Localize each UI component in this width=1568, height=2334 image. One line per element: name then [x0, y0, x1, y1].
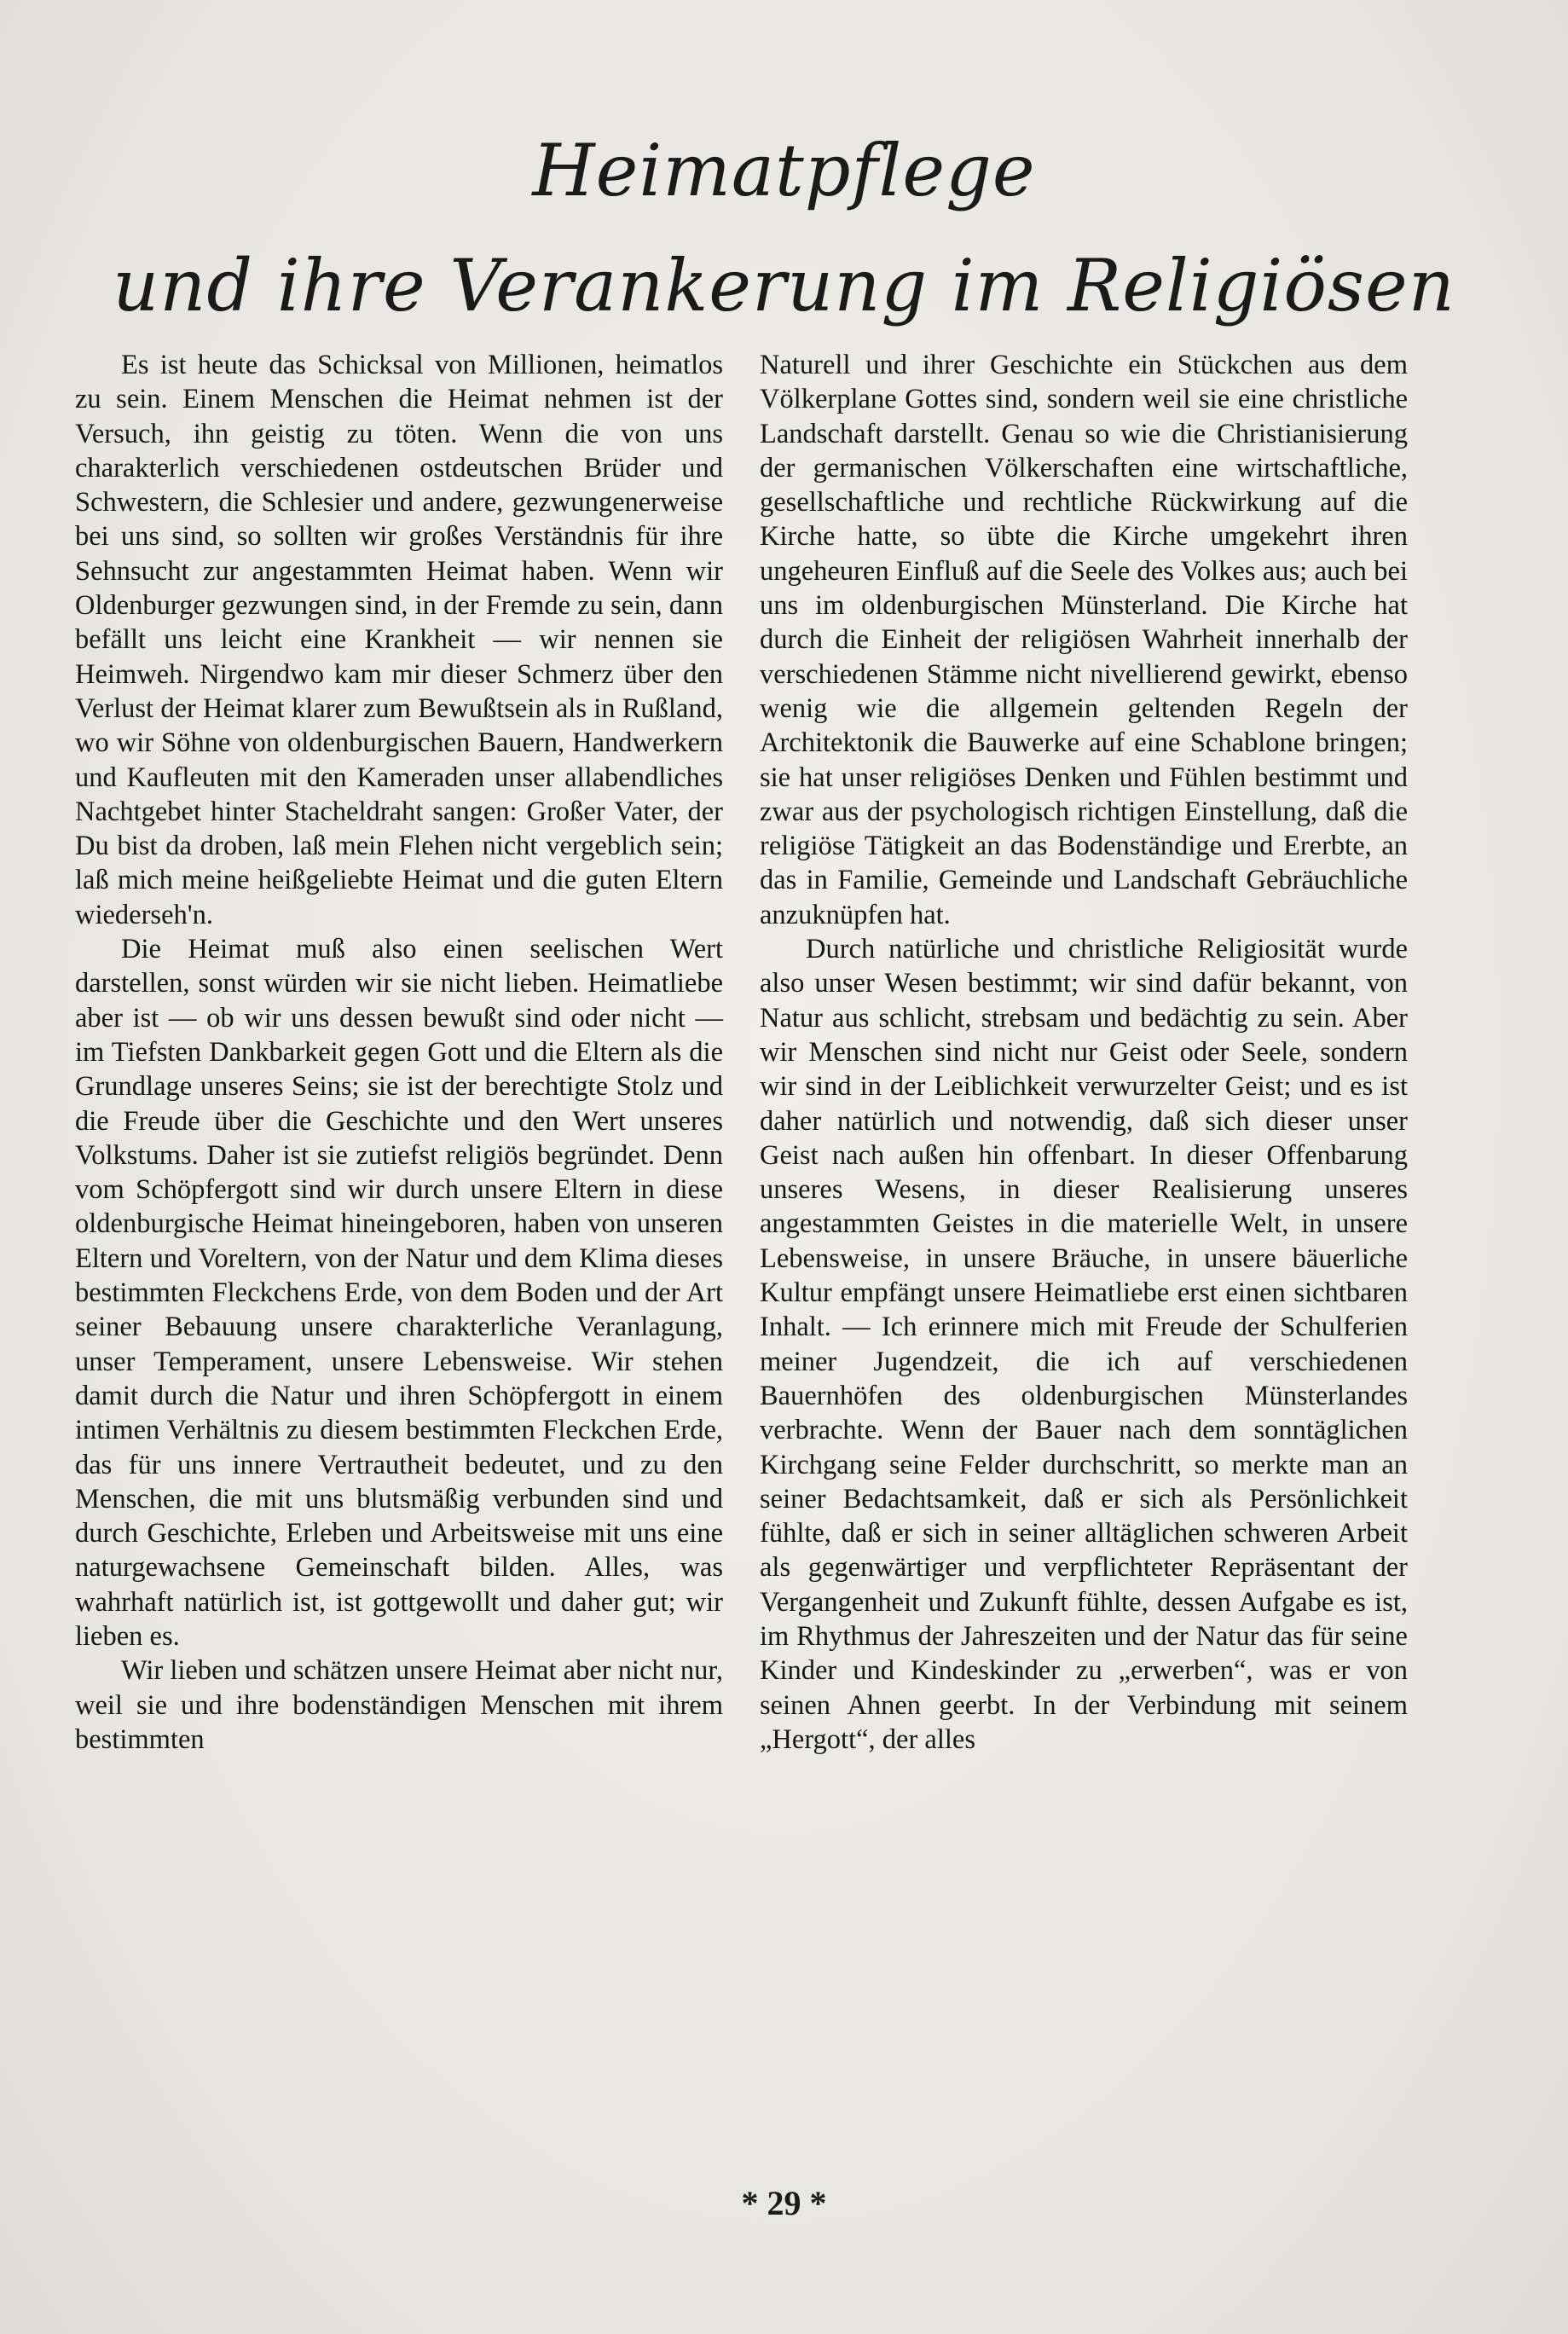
left-paragraph-2: Die Heimat muß also einen seelischen Wert darstellen, sonst würden wir sie nicht lieben. Heimatliebe aber ist — ob wir uns dessen bewußt sind oder nicht — im Tiefsten Dankbarkeit gegen Gott und die Eltern als die Grundlage unseres Seins; sie ist der berechtigte Stolz und die Freude über die Geschichte und den Wert unseres Volkstums. Daher ist sie zutiefst religiös begründet. Denn vom Schöpfergott sind wir durch unsere Eltern in diese oldenburgische Heimat hineingeboren, haben von unseren Eltern und Voreltern, von der Natur und dem Klima dieses bestimmten Fleckchens Erde, von dem Boden und der Art seiner Bebauung unsere charakterliche Veranlagung, unser Temperament, unsere Lebensweise. Wir stehen damit durch die Natur und ihren Schöpfergott in einem intimen Verhältnis zu diesem bestimmten Fleckchen Erde, das für uns innere Vertrautheit bedeutet, und zu den Menschen, die mit uns blutsmäßig verbunden sind und durch Geschichte, Erleben und Arbeitsweise mit uns eine naturgewachsene Gemeinschaft bilden. Alles, was wahrhaft natürlich ist, ist gottgewollt und daher gut; wir lieben es. — [75, 934, 723, 1652]
article-title-line-2: und ihre Verankerung im Religiösen — [113, 244, 1455, 327]
left-column — [75, 348, 723, 1757]
article-title-line-1: Heimatpflege — [532, 129, 1036, 212]
right-paragraph-1: Naturell und ihrer Geschichte ein Stückchen aus dem Völkerplane Gottes sind, sondern weil sie eine christliche Landschaft darstellt. Genau so wie die Christianisierung der germanischen Völkerschaften eine wirtschaftliche, gesellschaftliche und rechtliche Rückwirkung auf die Kirche hatte, so übte die Kirche umgekehrt ihren ungeheuren Einfluß auf die Seele des Volkes aus; auch bei uns im oldenburgischen Münsterland. Die Kirche hat durch die Einheit der religiösen Wahrheit innerhalb der verschiedenen Stämme nicht nivellierend gewirkt, ebenso wenig wie die allgemein geltenden Regeln der Architektonik die Bauwerke auf eine Schablone bringen; sie hat unser religiöses Denken und Fühlen bestimmt und zwar aus der psychologisch richtigen Einstellung, daß die religiöse Tätigkeit an das Bodenständige und Ererbte, an das in Familie, Gemeinde und Landschaft Gebräuchliche anzuknüpfen hat. — [760, 350, 1408, 930]
left-paragraph-1: Es ist heute das Schicksal von Millionen, heimatlos zu sein. Einem Menschen die Heimat nehmen ist der Versuch, ihn geistig zu töten. Wenn die von uns charakterlich verschiedenen ostdeutschen Brüder und Schwestern, die Schlesier und andere, gezwungenerweise bei uns sind, so sollten wir großes Verständnis für ihre Sehnsucht zur angestammten Heimat haben. Wenn wir Oldenburger gezwungen sind, in der Fremde zu sein, dann befällt uns leicht eine Krankheit — wir nennen sie Heimweh. Nirgendwo kam mir dieser Schmerz über den Verlust der Heimat klarer zum Bewußtsein als in Rußland, wo wir Söhne von oldenburgischen Bauern, Handwerkern und Kaufleuten mit den Kameraden unser allabendliches Nachtgebet hinter Stacheldraht sangen: Großer Vater, der Du bist da droben, laß mein Flehen nicht vergeblich sein; laß mich meine heißgeliebte Heimat und die guten Eltern wiederseh'n. — [75, 350, 723, 930]
right-paragraph-2: Durch natürliche und christliche Religiosität wurde also unser Wesen bestimmt; wir sind dafür bekannt, von Natur aus schlicht, strebsam und bedächtig zu sein. Aber wir Menschen sind nicht nur Geist oder Seele, sondern wir sind in der Leiblichkeit verwurzelter Geist; und es ist daher natürlich und notwendig, daß sich dieser unser Geist nach außen hin offenbart. In dieser Offenbarung unseres Wesens, in dieser Realisierung unseres angestammten Geistes in die materielle Welt, in unsere Lebensweise, in unsere Bräuche, in unsere bäuerliche Kultur empfängt unsere Heimatliebe erst einen sichtbaren Inhalt. — Ich erinnere mich mit Freude der Schulferien meiner Jugendzeit, die ich auf verschiedenen Bauernhöfen des oldenburgischen Münsterlandes verbrachte. Wenn der Bauer nach dem sonntäglichen Kirchgang seine Felder durchschritt, so merkte man an seiner Bedachtsamkeit, daß er sich als Persönlichkeit fühlte, daß er sich in seiner alltäglichen schweren Arbeit als gegenwärtiger und verpflichteter Repräsentant der Vergangenheit und Zukunft fühlte, dessen Aufgabe es ist, im Rhythmus der Jahreszeiten und der Natur das für seine Kinder und Kindeskinder zu „erwerben“, was er von seinen Ahnen geerbt. In der Verbindung mit seinem „Hergott“, der alles — [760, 934, 1408, 1755]
right-column — [760, 348, 1408, 1757]
page-number: * 29 * — [741, 2184, 827, 2222]
left-paragraph-3: Wir lieben und schätzen unsere Heimat aber nicht nur, weil sie und ihre bodenständigen Menschen mit ihrem bestimmten — [75, 1655, 723, 1755]
